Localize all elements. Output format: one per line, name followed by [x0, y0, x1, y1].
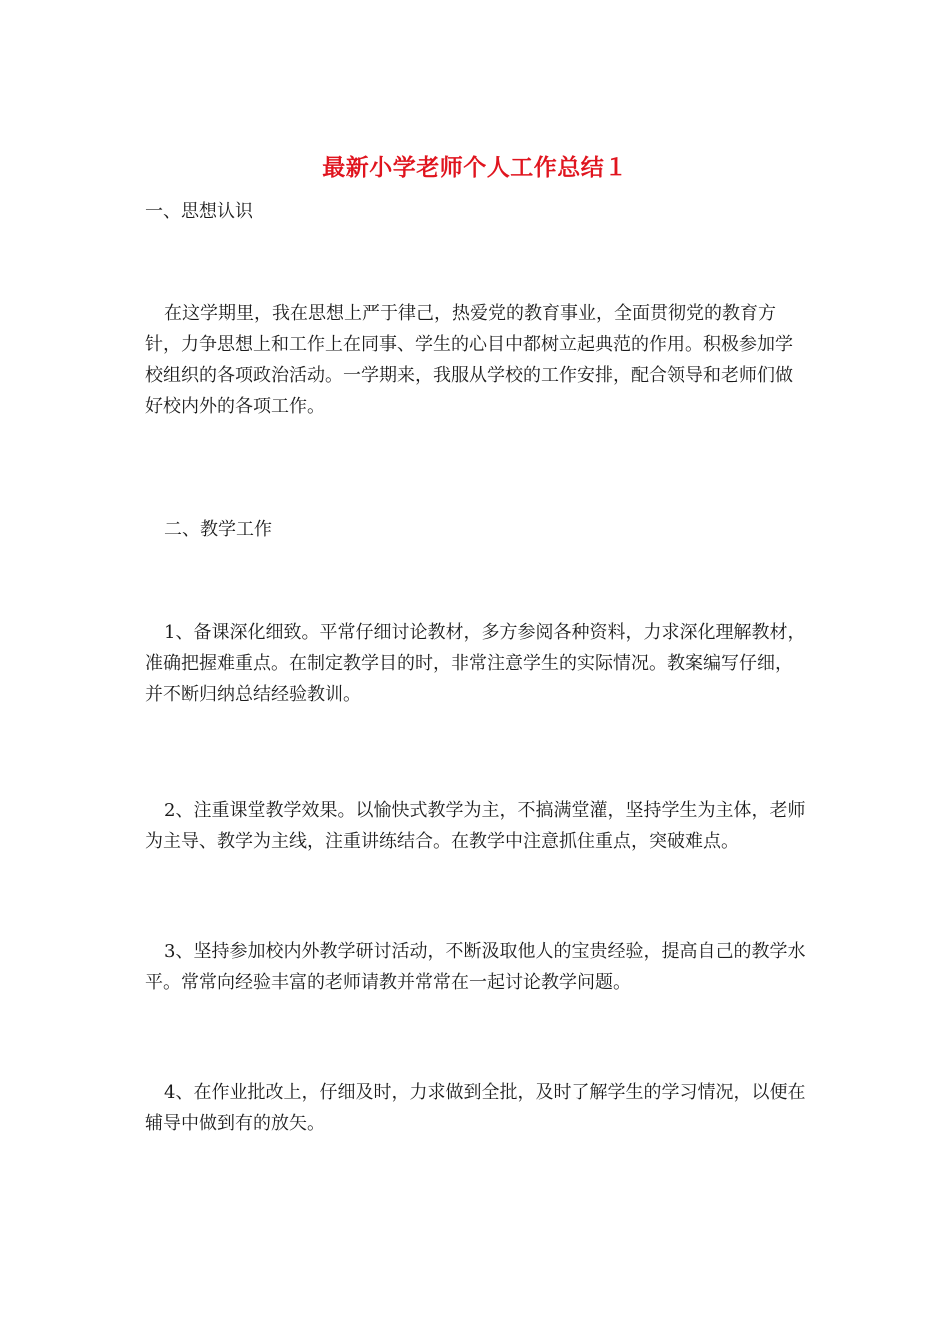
list-item-research-activities: 3、坚持参加校内外教学研讨活动，不断汲取他人的宝贵经验，提高自己的教学水平。常常向经验丰富的老师请教并常常在一起讨论教学问题。	[145, 941, 806, 993]
section-heading-thought: 一、思想认识	[145, 201, 253, 222]
paragraph-thought: 在这学期里，我在思想上严于律己，热爱党的教育事业，全面贯彻党的教育方针，力争思想上和工作上在同事、学生的心目中都树立起典范的作用。积极参加学校组织的各项政治活动。一学期来，我服从学校的工作安排，配合领导和老师们做好校内外的各项工作。	[145, 303, 793, 417]
document-title: 最新小学老师个人工作总结１	[322, 154, 628, 181]
list-item-homework-correction: 4、在作业批改上，仔细及时，力求做到全批，及时了解学生的学习情况，以便在辅导中做到有的放矢。	[145, 1082, 806, 1134]
list-item-lesson-prep: 1、备课深化细致。平常仔细讨论教材，多方参阅各种资料，力求深化理解教材，准确把握难重点。在制定教学目的时，非常注意学生的实际情况。教案编写仔细，并不断归纳总结经验教训。	[145, 622, 806, 705]
list-item-classroom-effect: 2、注重课堂教学效果。以愉快式教学为主，不搞满堂灌，坚持学生为主体，老师为主导、教学为主线，注重讲练结合。在教学中注意抓住重点，突破难点。	[145, 800, 806, 852]
section-heading-teaching: 二、教学工作	[164, 519, 272, 540]
